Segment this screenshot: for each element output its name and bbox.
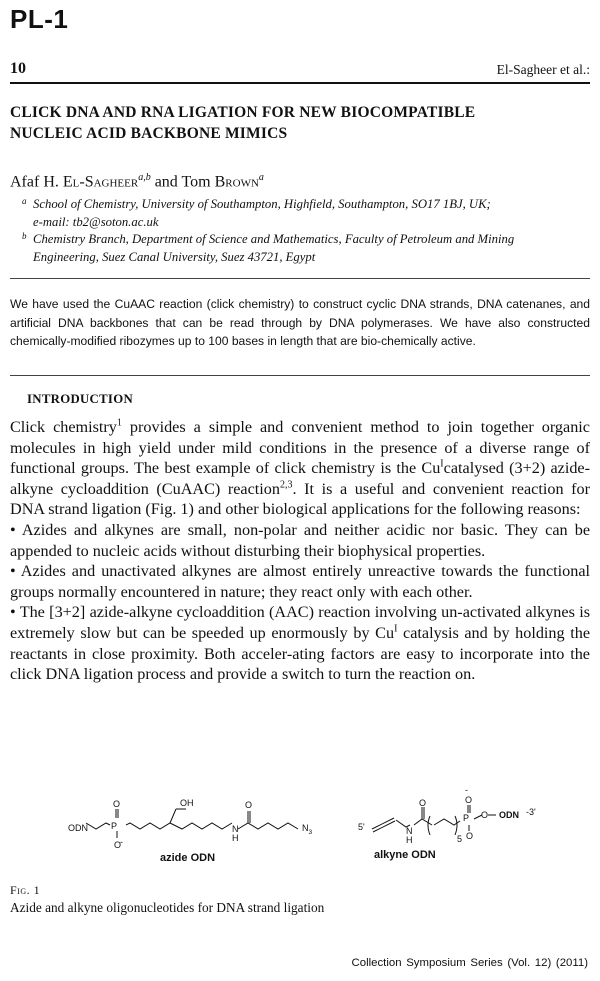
author1-given: Afaf H. — [10, 173, 63, 191]
affiliation-rule — [10, 278, 590, 279]
azide-odn-structure — [86, 809, 298, 838]
azide-odn-label: azide ODN — [160, 852, 216, 864]
affiliation-a-line1: School of Chemistry, University of Southampton, Highfield, Southampton, SO17 1BJ, UK; — [33, 197, 491, 211]
figure-caption: Azide and alkyne oligonucleotides for DNA strand ligation — [10, 900, 325, 915]
three-prime-label: -3' — [526, 807, 536, 817]
affiliation-b-line2: Engineering, Suez Canal University, Suez 43721, Egypt — [33, 250, 316, 264]
intro-text: provides a simple and convenient method to join together organic molecules in high yield under mild conditions in the presence of a diverse range of functional groups. The best example of click chemistry is the Cu — [10, 418, 590, 478]
oxidation-state: I — [440, 458, 444, 470]
abstract-rule — [10, 375, 590, 376]
introduction-body — [10, 417, 590, 685]
affiliation-a-mark: a — [22, 196, 27, 206]
carbamate-n-atom: N — [406, 826, 413, 836]
bullet-text: • The [3+2] azide-alkyne cycloaddition (AAC) reaction involving un-activated alkynes is extremely slow but can be speeded up enormously by Cu — [10, 603, 590, 642]
header-rule — [10, 82, 590, 84]
repeat-subscript: 5 — [457, 834, 463, 844]
azide-charge: - — [120, 837, 123, 847]
azide-subscript: 3 — [308, 829, 313, 836]
affiliation-b-line1: Chemistry Branch, Department of Science and Mathematics, Faculty of Petroleum and Mining — [33, 232, 515, 246]
bullet-paragraph-2: • Azides and unactivated alkynes are almost entirely unreactive towards the functional groups normally encountered in nature; they react only with each other. — [10, 562, 590, 601]
affiliation-a — [22, 195, 582, 231]
amide-n-atom: N — [232, 824, 239, 834]
azide-group — [302, 823, 313, 836]
affiliation-b — [22, 230, 582, 266]
alkyne-charge: - — [465, 785, 468, 795]
alkyne-oxide-atom: O — [466, 831, 474, 841]
author2-family: Brown — [214, 173, 259, 191]
figure-label: Fig. 1 — [10, 883, 41, 897]
author1-family: El-Sagheer — [62, 173, 139, 191]
title-line-2: NUCLEIC ACID BACKBONE MIMICS — [10, 125, 288, 142]
carbamate-oxo-atom: O — [419, 798, 427, 808]
page-number: 10 — [10, 60, 26, 77]
azide-p-atom: P — [111, 821, 118, 831]
reference-mark: 1 — [116, 417, 122, 429]
article-title — [10, 102, 590, 144]
oxidation-state: I — [394, 623, 398, 635]
author1-mark: a,b — [138, 172, 151, 183]
running-head: El-Sagheer et al.: — [496, 62, 590, 77]
reference-mark: 2,3 — [279, 479, 293, 491]
figure-1 — [10, 785, 590, 870]
author2-mark: a — [258, 172, 264, 183]
introduction-heading: INTRODUCTION — [27, 392, 133, 406]
intro-text: . It is a useful and convenient reaction for DNA strand ligation (Fig. 1) and other biological applications for the following reasons: — [10, 479, 591, 519]
author-line — [10, 172, 264, 191]
bullet-text: catalysis and by holding the reactants in close proximity. Both acceler-ating factors are easy to incorporate into the click DNA ligation process and provide a switch to turn the reaction on. — [10, 623, 590, 684]
alkyne-odn-structure — [372, 805, 496, 835]
azide-oxide-atom: O — [114, 840, 122, 850]
footer-citation: Collection Symposium Series (Vol. 12) (2011) — [351, 957, 588, 969]
amide-oxo-atom: O — [245, 800, 253, 810]
abstract: We have used the CuAAC reaction (click chemistry) to construct cyclic DNA strands, DNA catenanes, and artificial DNA backbones that can be read through by DNA polymerases. We have also constructed chemically-modified ribozymes up to 100 bases in length that are bio-chemically active. — [10, 297, 590, 349]
intro-text: catalysed (3+2) azide-alkyne cycloaddition (CuAAC) reaction — [10, 459, 591, 498]
five-prime-label: 5' — [358, 822, 365, 832]
alkyne-p-atom: P — [463, 813, 470, 823]
azide-odn-end-label: ODN — [68, 823, 88, 833]
azide-n-atom: N — [302, 823, 309, 833]
affiliation-a-email: e-mail: tb2@soton.ac.uk — [33, 215, 159, 229]
azide-oxo-atom: O — [113, 799, 121, 809]
chemical-structures — [10, 785, 590, 870]
carbamate-h-atom: H — [406, 835, 413, 845]
intro-text: Click chemistry — [10, 418, 117, 436]
intro-paragraph — [10, 417, 590, 520]
alkyne-odn-label: alkyne ODN — [374, 849, 436, 861]
ester-o-atom: O — [481, 810, 489, 820]
alkyne-oxo-atom: O — [465, 795, 473, 805]
affiliation-b-mark: b — [22, 231, 27, 241]
bullet-paragraph-3 — [10, 602, 590, 684]
section-label: PL-1 — [10, 4, 69, 34]
amide-h-atom: H — [232, 833, 239, 843]
alkyne-odn-end-label: ODN — [499, 810, 519, 820]
author-separator: and Tom — [150, 173, 215, 191]
hydroxyl-group: OH — [180, 798, 194, 808]
bullet-paragraph-1: • Azides and alkynes are small, non-polar and neither acidic nor basic. They can be appended to nucleic acids without disturbing their biophysical properties. — [10, 520, 590, 560]
title-line-1: CLICK DNA AND RNA LIGATION FOR NEW BIOCOMPATIBLE — [10, 104, 476, 121]
